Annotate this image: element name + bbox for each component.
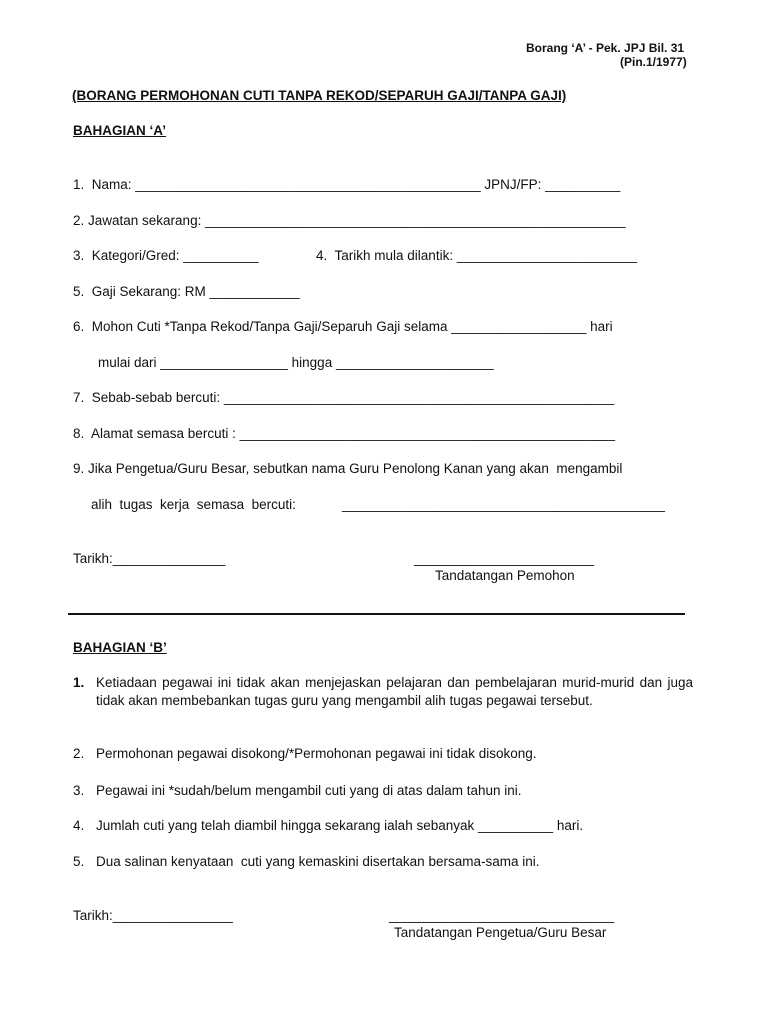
question-alih-tugas: alih tugas kerja semasa bercuti: xyxy=(91,497,296,512)
field-tarikh-dilantik[interactable]: 4. Tarikh mula dilantik: ________________________ xyxy=(316,248,638,263)
field-jawatan[interactable]: 2. Jawatan sekarang: ________________________________________________________ xyxy=(73,213,626,228)
question-guru-penolong: 9. Jika Pengetua/Guru Besar, sebutkan nama Guru Penolong Kanan yang akan mengambil xyxy=(73,461,623,476)
field-tempoh-cuti[interactable]: mulai dari _________________ hingga _____________________ xyxy=(98,355,494,370)
section-divider xyxy=(68,613,685,615)
form-title: (BORANG PERMOHONAN CUTI TANPA REKOD/SEPARUH GAJI/TANPA GAJI) xyxy=(72,88,567,103)
field-gaji[interactable]: 5. Gaji Sekarang: RM ____________ xyxy=(73,284,300,299)
item-1-text: Ketiadaan pegawai ini tidak akan menjejaskan pelajaran dan pembelajaran murid-murid dan juga tidak akan membebankan tugas guru yang mengambil alih tugas pegawai tersebut. xyxy=(96,675,693,708)
field-guru-penolong[interactable]: ___________________________________________ xyxy=(342,497,665,512)
principal-signature-label: Tandatangan Pengetua/Guru Besar xyxy=(394,925,607,940)
item-4-text[interactable]: Jumlah cuti yang telah diambil hingga sekarang ialah sebanyak __________ hari. xyxy=(96,818,584,833)
item-5-text: Dua salinan kenyataan cuti yang kemaskini disertakan bersama-sama ini. xyxy=(96,854,540,869)
field-kategori-gred[interactable]: 3. Kategori/Gred: __________ xyxy=(73,248,259,263)
item-2-text: Permohonan pegawai disokong/*Permohonan pegawai ini tidak disokong. xyxy=(96,746,537,761)
item-1-number: 1. xyxy=(73,675,85,690)
field-sebab-bercuti[interactable]: 7. Sebab-sebab bercuti: ____________________________________________________ xyxy=(73,390,615,405)
field-mohon-cuti[interactable]: 6. Mohon Cuti *Tanpa Rekod/Tanpa Gaji/Separuh Gaji selama __________________ hari xyxy=(73,319,613,334)
item-4-number: 4. xyxy=(73,818,85,833)
field-nama[interactable]: 1. Nama: ______________________________________________ JPNJ/FP: __________ xyxy=(73,177,621,192)
item-5-number: 5. xyxy=(73,854,85,869)
section-b-heading: BAHAGIAN ‘B’ xyxy=(73,640,167,655)
applicant-date-field[interactable]: Tarikh:_______________ xyxy=(73,551,226,566)
applicant-signature-line[interactable]: ________________________ xyxy=(414,551,595,566)
pin-reference: (Pin.1/1977) xyxy=(620,55,687,69)
principal-signature-line[interactable]: ______________________________ xyxy=(389,908,615,923)
item-3-number: 3. xyxy=(73,783,85,798)
principal-date-field[interactable]: Tarikh:________________ xyxy=(73,908,233,923)
form-reference: Borang ‘A’ - Pek. JPJ Bil. 31 xyxy=(526,41,685,55)
field-alamat-bercuti[interactable]: 8. Alamat semasa bercuti : __________________________________________________ xyxy=(73,426,615,441)
item-3-text: Pegawai ini *sudah/belum mengambil cuti yang di atas dalam tahun ini. xyxy=(96,783,522,798)
item-2-number: 2. xyxy=(73,746,85,761)
applicant-signature-label: Tandatangan Pemohon xyxy=(435,568,575,583)
section-a-heading: BAHAGIAN ‘A’ xyxy=(73,123,167,138)
